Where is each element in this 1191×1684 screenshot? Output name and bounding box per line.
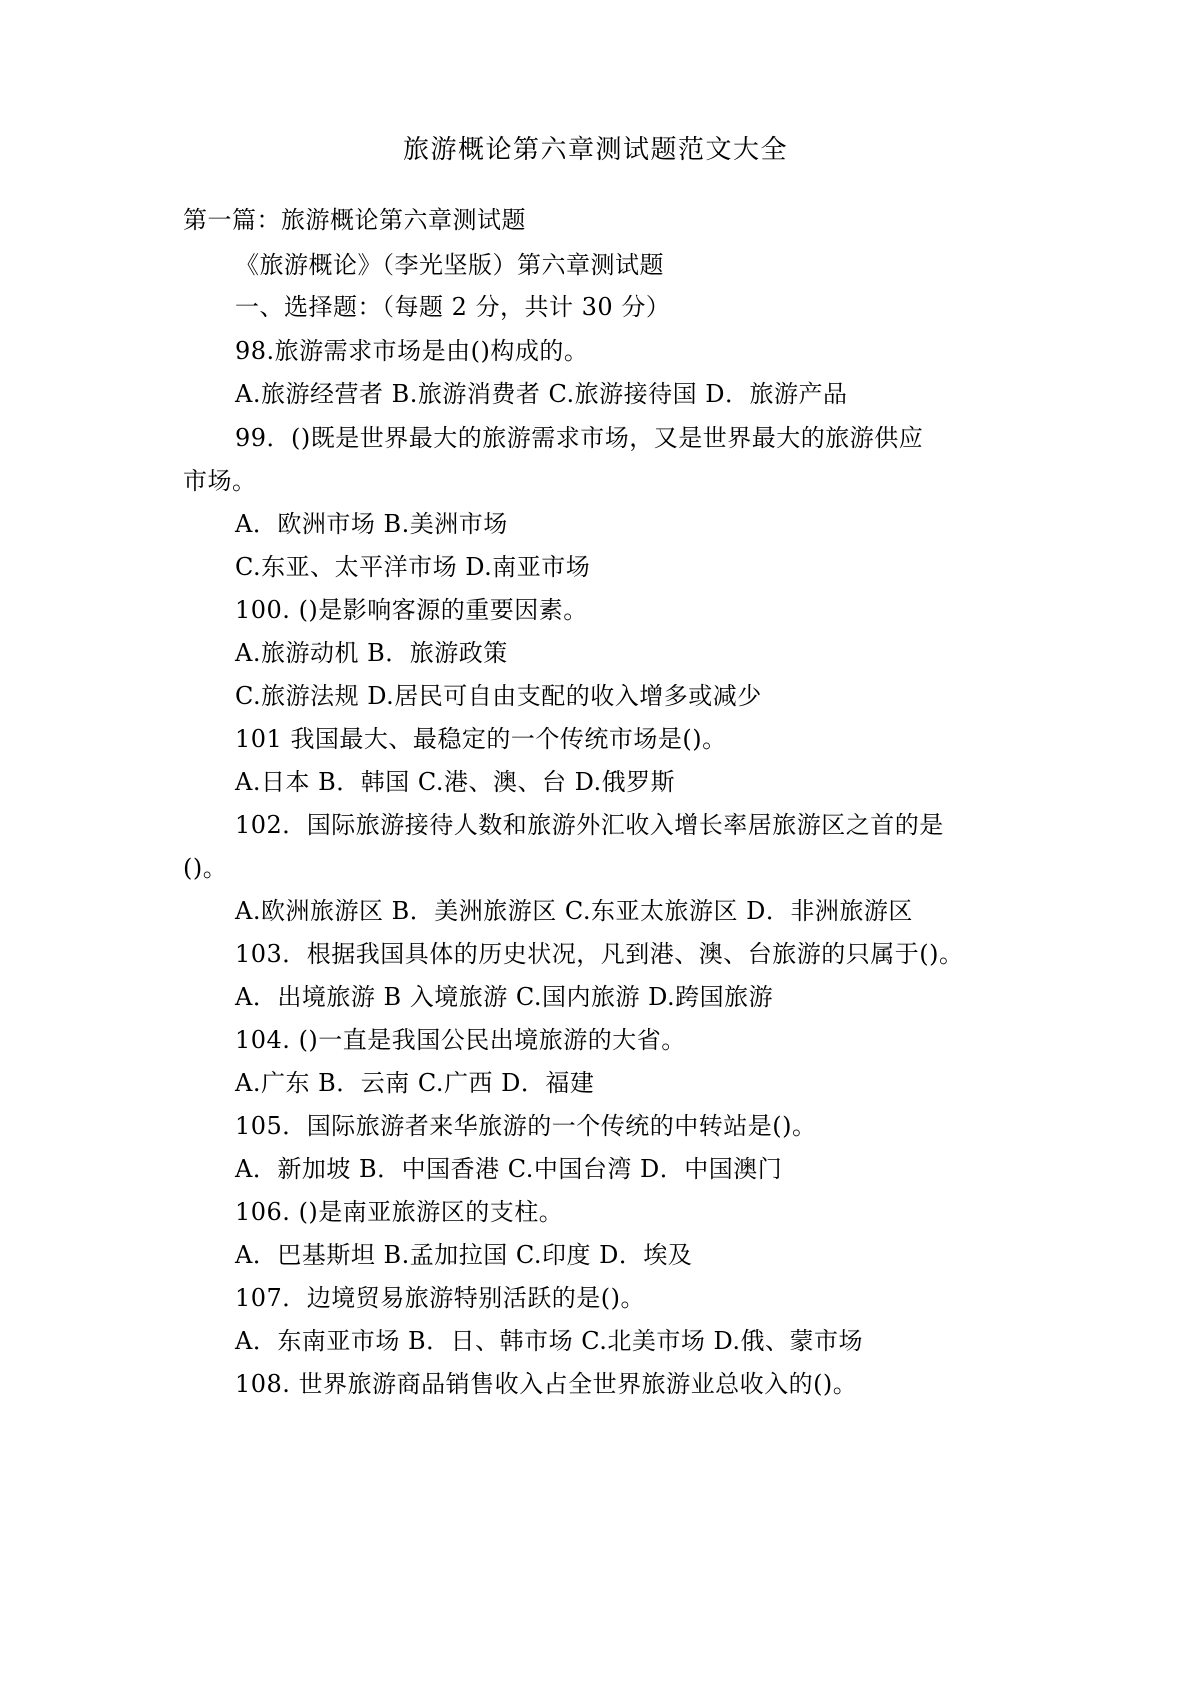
question-99-continued: 市场。 <box>183 467 257 495</box>
question-102: 102．国际旅游接待人数和旅游外汇收入增长率居旅游区之首的是 <box>235 811 944 839</box>
options-98: A.旅游经营者 B.旅游消费者 C.旅游接待国 D．旅游产品 <box>235 380 848 408</box>
question-105: 105．国际旅游者来华旅游的一个传统的中转站是()。 <box>235 1112 817 1140</box>
question-98: 98.旅游需求市场是由()构成的。 <box>235 337 589 365</box>
options-107: A．东南亚市场 B．日、韩市场 C.北美市场 D.俄、蒙市场 <box>235 1327 864 1355</box>
question-103: 103．根据我国具体的历史状况，凡到港、澳、台旅游的只属于()。 <box>235 940 964 968</box>
question-108: 108. 世界旅游商品销售收入占全世界旅游业总收入的()。 <box>235 1370 858 1398</box>
question-type-heading: 一、选择题：（每题 2 分，共计 30 分） <box>235 293 671 321</box>
options-100-line-2: C.旅游法规 D.居民可自由支配的收入增多或减少 <box>235 682 762 710</box>
options-101: A.日本 B．韩国 C.港、澳、台 D.俄罗斯 <box>235 768 676 796</box>
question-101: 101 我国最大、最稳定的一个传统市场是()。 <box>235 725 727 753</box>
options-103: A．出境旅游 B 入境旅游 C.国内旅游 D.跨国旅游 <box>235 983 774 1011</box>
options-106: A．巴基斯坦 B.孟加拉国 C.印度 D．埃及 <box>235 1241 693 1269</box>
question-99: 99．()既是世界最大的旅游需求市场，又是世界最大的旅游供应 <box>235 424 924 452</box>
subtitle: 《旅游概论》（李光坚版）第六章测试题 <box>235 251 664 279</box>
options-102: A.欧洲旅游区 B．美洲旅游区 C.东亚太旅游区 D．非洲旅游区 <box>235 897 913 925</box>
options-99-line-1: A．欧洲市场 B.美洲市场 <box>235 510 508 538</box>
document-title: 旅游概论第六章测试题范文大全 <box>402 135 788 165</box>
options-99-line-2: C.东亚、太平洋市场 D.南亚市场 <box>235 553 591 581</box>
options-104: A.广东 B．云南 C.广西 D．福建 <box>235 1069 595 1097</box>
question-107: 107．边境贸易旅游特别活跃的是()。 <box>235 1284 646 1312</box>
options-100-line-1: A.旅游动机 B．旅游政策 <box>235 639 508 667</box>
question-100: 100. ()是影响客源的重要因素。 <box>235 596 588 624</box>
section-heading: 第一篇：旅游概论第六章测试题 <box>183 206 526 234</box>
question-102-continued: ()。 <box>183 854 228 882</box>
question-104: 104. ()一直是我国公民出境旅游的大省。 <box>235 1026 686 1054</box>
question-106: 106. ()是南亚旅游区的支柱。 <box>235 1198 564 1226</box>
options-105: A．新加坡 B．中国香港 C.中国台湾 D．中国澳门 <box>235 1155 783 1183</box>
